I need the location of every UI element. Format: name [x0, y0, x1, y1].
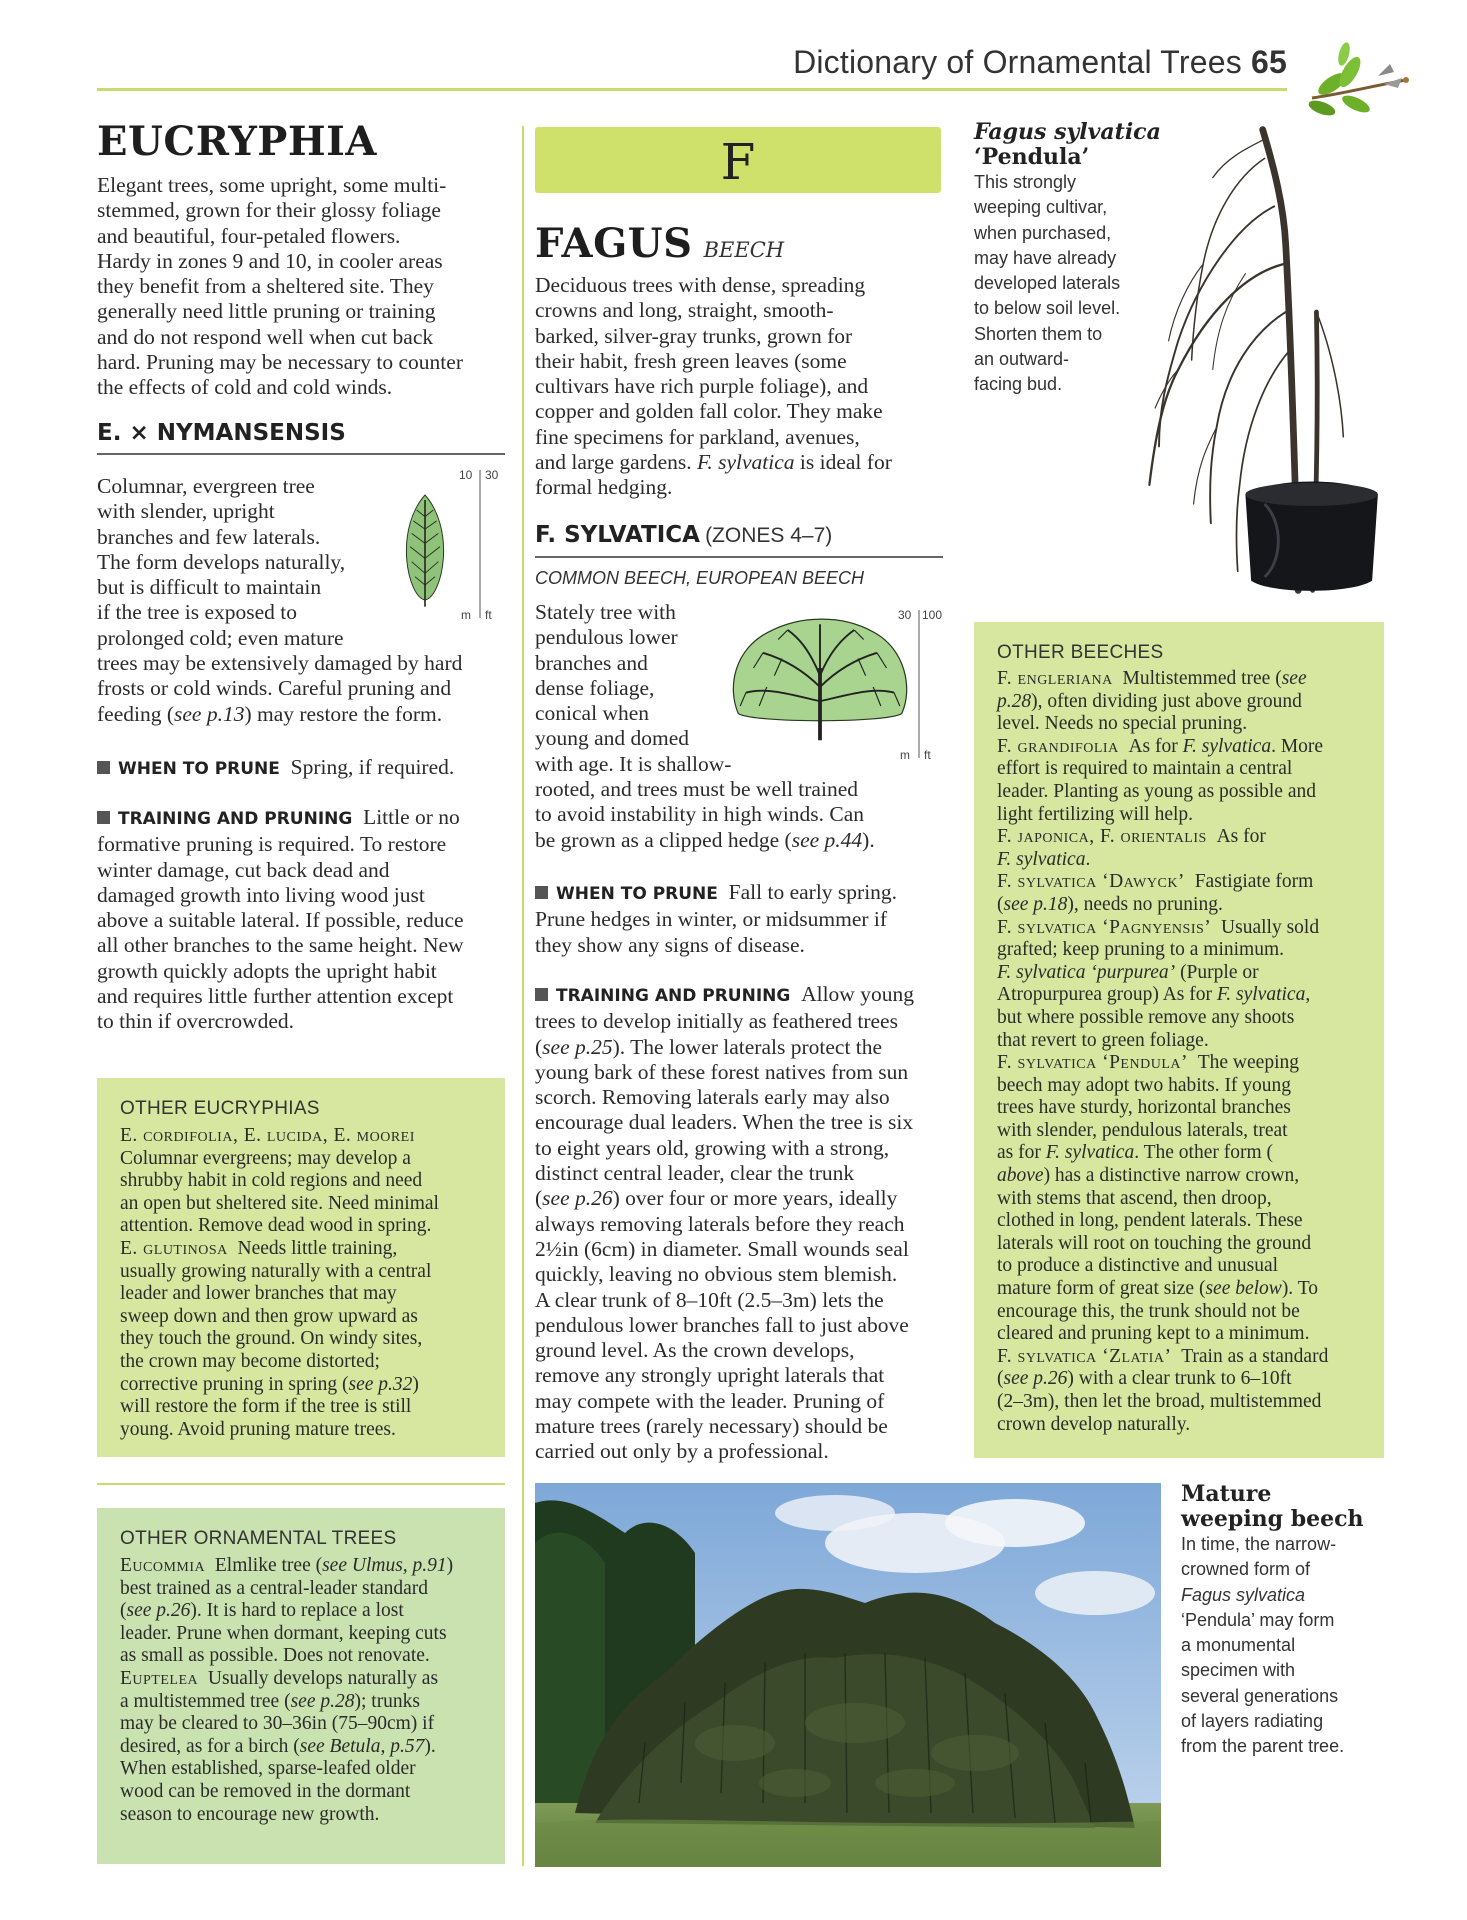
sylvatica-description: Stately tree with pendulous lower branches and dense foliage, conical when young and domed with age. It is shallow- rooted, and trees must be well trained to avoid instability in high winds. Can be grown as a clipped hedge (see p.44). — [535, 600, 875, 852]
entry-name: Euptelea — [120, 1667, 199, 1689]
beech-entry-line: trees have sturdy, horizontal branches — [997, 1097, 1291, 1119]
caption-line: several generations — [1181, 1685, 1339, 1706]
beech-entry-line: level. Needs no special pruning. — [997, 713, 1248, 735]
fagus-training-and-pruning: TRAINING AND PRUNING Allow young trees to develop initially as feathered trees (see p.25). The lower laterals protect the young bark of these forest natives from sun scorch. Removing laterals early may also encourage dual leaders. When the tree is six to eight years old, growing with a strong, distinct central leader, clear the trunk (see p.26) over four or more years, ideally always removing laterals before they reach 2½in (6cm) in diameter. Small wounds seal quickly, leaving no obvious stem blemish. A clear trunk of 8–10ft (2.5–3m) lets the pendulous lower branches fall to just above ground level. As the crown develops, remove any strongly upright laterals that may compete with the leader. Pruning of mature trees (rarely necessary) should be carried out only by a professional. — [535, 982, 914, 1464]
caption-line: specimen with — [1181, 1660, 1296, 1681]
mature-weeping-beech-photo — [535, 1483, 1161, 1867]
beech-entry-line: leader. Planting as young as possible and — [997, 780, 1316, 802]
bullet-square-icon — [97, 761, 110, 774]
beech-entry-line: mature form of great size (see below). To — [997, 1278, 1319, 1300]
species-heading-sylvatica: F. SYLVATICA (ZONES 4–7) — [535, 522, 833, 548]
beech-entry-line: effort is required to maintain a central — [997, 758, 1293, 780]
caption-title: Mature — [1181, 1481, 1272, 1507]
beech-entry-line: laterals will root on touching the ground — [997, 1232, 1312, 1254]
beech-entry-line: that revert to green foliage. — [997, 1029, 1209, 1051]
beech-entry-line: clothed in long, pendent laterals. These — [997, 1210, 1303, 1232]
beech-entry-line: with stems that ascend, then droop, — [997, 1187, 1272, 1209]
entry-name: F. japonica, F. orientalis — [997, 826, 1207, 848]
eucryphia-training-and-pruning: TRAINING AND PRUNING Little or no formative pruning is required. To restore winter damage, cut back dead and damaged growth into living wood just above a suitable lateral. If possible, reduce all other branches to the same height. New growth quickly adopts the upright habit and requires little further attention except to thin if overcrowded. — [97, 805, 464, 1034]
beech-entry-line: cleared and pruning kept to a minimum. — [997, 1323, 1310, 1345]
beech-entry-line: crown develop naturally. — [997, 1413, 1191, 1435]
other-beeches-box — [974, 622, 1384, 1458]
caption-title: Fagus sylvatica — [974, 119, 1161, 145]
caption-line: of layers radiating — [1181, 1711, 1324, 1732]
beech-entry-line: F. sylvatica ‘Dawyck’ Fastigiate form — [997, 871, 1314, 893]
section-letter: F — [720, 133, 756, 191]
beech-entry-line: with slender, pendulous laterals, treat — [997, 1119, 1288, 1141]
column-divider — [97, 1483, 505, 1485]
entry-name: E. cordifolia, E. lucida, E. moorei — [120, 1125, 415, 1146]
header-rule — [97, 88, 1287, 91]
entry-name: E. glutinosa — [120, 1237, 228, 1259]
box-title: OTHER BEECHES — [997, 642, 1164, 663]
caption-line: In time, the narrow- — [1181, 1534, 1337, 1554]
beech-entry-line: beech may adopt two habits. If young — [997, 1074, 1292, 1096]
beech-entry-line: encourage this, the trunk should not be — [997, 1300, 1300, 1322]
box-title: OTHER ORNAMENTAL TREES — [120, 1528, 397, 1549]
entry-name: Eucommia — [120, 1555, 206, 1576]
page-number: 65 — [1251, 44, 1287, 80]
entry-name: F. grandifolia — [997, 735, 1119, 757]
species-common-names: COMMON BEECH, EUROPEAN BEECH — [535, 568, 865, 588]
beech-entry-line: F. sylvatica. — [997, 848, 1091, 870]
entry-name: F. engleriana — [997, 668, 1113, 689]
beech-entry-line: F. grandifolia As for F. sylvatica. More — [997, 735, 1324, 757]
bullet-square-icon — [535, 988, 548, 1001]
beech-entry-line: but where possible remove any shoots — [997, 1006, 1295, 1028]
beech-entry-line: Atropurpurea group) As for F. sylvatica, — [997, 984, 1311, 1006]
beech-entry-line: (see p.26) with a clear trunk to 6–10ft — [997, 1368, 1292, 1390]
caption-line: a monumental — [1181, 1635, 1296, 1656]
section-letter-box — [535, 127, 941, 193]
subhead-rule — [535, 556, 943, 558]
height-scale-fagus: 30 100 m ft — [898, 608, 943, 762]
beech-entry-line: (2–3m), then let the broad, multistemmed — [997, 1391, 1322, 1412]
fagus-intro: Deciduous trees with dense, spreading crowns and long, straight, smooth- barked, silver-gray trunks, grown for their habit, fresh green leaves (some cultivars have rich purple foliage), and copper and golden fall color. They make fine specimens for parkland, avenues, and large gardens. F. sylvatica is ideal for formal hedging. — [535, 273, 892, 500]
other-beeches-list — [997, 668, 1369, 1436]
beech-entry-line: as for F. sylvatica. The other form ( — [997, 1142, 1274, 1164]
entry-name: F. sylvatica ‘Dawyck’ — [997, 871, 1185, 893]
box-title: OTHER EUCRYPHIAS — [120, 1098, 320, 1119]
beech-entry-line: (see p.18), needs no pruning. — [997, 893, 1223, 915]
beech-entry-line: grafted; keep pruning to a minimum. — [997, 939, 1285, 961]
weeping-sapling-photo — [1115, 120, 1395, 600]
pendula-caption: Fagus sylvatica ‘Pendula’ This strongly weeping cultivar, when purchased, may have already developed laterals to below soil level. Shorten them to an outward- facing bud. — [974, 120, 1164, 398]
entry-name: F. sylvatica ‘Zlatia’ — [997, 1345, 1172, 1367]
nymansensis-description: Columnar, evergreen tree with slender, upright branches and few laterals. The form develops naturally, but is difficult to maintain if the tree is exposed to prolonged cold; even mature trees may be extensively damaged by hard frosts or cold winds. Careful pruning and feeding (see p.13) may restore the form. — [97, 474, 463, 726]
beech-entry-line: to produce a distinctive and unusual — [997, 1255, 1279, 1277]
beech-entry-line: above) has a distinctive narrow crown, — [997, 1165, 1300, 1187]
beech-entry-line: F. sylvatica ‘Pendula’ The weeping — [997, 1052, 1299, 1074]
genus-title-eucryphia: EUCRYPHIA — [97, 118, 377, 165]
beech-entry-line: F. sylvatica ‘Pagnyensis’ Usually sold — [997, 916, 1320, 938]
caption-line: ‘Pendula’ may form — [1181, 1609, 1335, 1630]
genus-title-fagus: FAGUS BEECH — [535, 220, 785, 267]
beech-entry-line: F. engleriana Multistemmed tree (see — [997, 668, 1307, 689]
bullet-square-icon — [535, 886, 548, 899]
caption-line: from the parent tree. — [1181, 1736, 1345, 1757]
eucryphia-when-to-prune: WHEN TO PRUNE Spring, if required. — [97, 755, 517, 782]
running-header — [793, 44, 1287, 81]
beech-entry-line: light fertilizing will help. — [997, 803, 1194, 825]
other-eucryphias-box: OTHER EUCRYPHIAS E. cordifolia, E. lucida, E. moorei Columnar evergreens; may develop a shrubby habit in cold regions and need an open but sheltered site. Need minimal attention. Remove dead wood in spring. E. glutinosa Needs little training, usually growing naturally with a central leader and lower branches that may sweep down and then grow upward as they touch the ground. On windy sites, the crown may become distorted; corrective pruning in spring (see p.32) will restore the form if the tree is still young. Avoid pruning mature trees. — [97, 1078, 505, 1457]
leaf-sprig-icon — [1302, 36, 1412, 126]
column-divider — [522, 126, 524, 1866]
entry-name: F. sylvatica ‘Pendula’ — [997, 1052, 1188, 1074]
beech-entry-line: F. japonica, F. orientalis As for — [997, 826, 1266, 848]
beech-entry-line: F. sylvatica ‘Zlatia’ Train as a standard — [997, 1345, 1329, 1367]
caption-line: crowned form of — [1181, 1559, 1311, 1580]
mature-beech-caption: Mature weeping beech In time, the narrow- crowned form of Fagus sylvatica ‘Pendula’ may form a monumental specimen with several generations of layers radiating from the parent tree. — [1181, 1482, 1381, 1760]
eucryphia-intro: Elegant trees, some upright, some multi- stemmed, grown for their glossy foliage and beautiful, four-petaled flowers. Hardy in zones 9 and 10, in cooler areas they benefit from a sheltered site. They generally need little pruning or training and do not respond well when cut back hard. Pruning may be necessary to counter the effects of cold and cold winds. — [97, 173, 463, 400]
beech-entry-line: p.28), often dividing just above ground — [997, 690, 1302, 712]
caption-line: Fagus sylvatica — [1181, 1584, 1306, 1605]
fagus-when-to-prune: WHEN TO PRUNE Fall to early spring. Prune hedges in winter, or midsummer if they show any signs of disease. — [535, 880, 898, 957]
other-ornamental-trees-box: OTHER ORNAMENTAL TREES Eucommia Elmlike tree (see Ulmus, p.91) best trained as a central-leader standard (see p.26). It is hard to replace a lost leader. Prune when dormant, keeping cuts as small as possible. Does not renovate. Euptelea Usually develops naturally as a multistemmed tree (see p.28); trunks may be cleared to 30–36in (75–90cm) if desired, as for a birch (see Betula, p.57). When established, sparse-leafed older wood can be removed in the dormant season to encourage new growth. — [97, 1508, 505, 1864]
entry-name: F. sylvatica ‘Pagnyensis’ — [997, 916, 1212, 938]
bullet-square-icon — [97, 811, 110, 824]
species-heading-nymansensis: E. × NYMANSENSIS — [97, 420, 346, 446]
section-title: Dictionary of Ornamental Trees — [793, 44, 1242, 80]
height-scale-eucryphia: 10 30 m ft — [459, 468, 499, 622]
beech-entry-line: F. sylvatica ‘purpurea’ (Purple or — [997, 961, 1259, 983]
subhead-rule — [97, 453, 505, 455]
